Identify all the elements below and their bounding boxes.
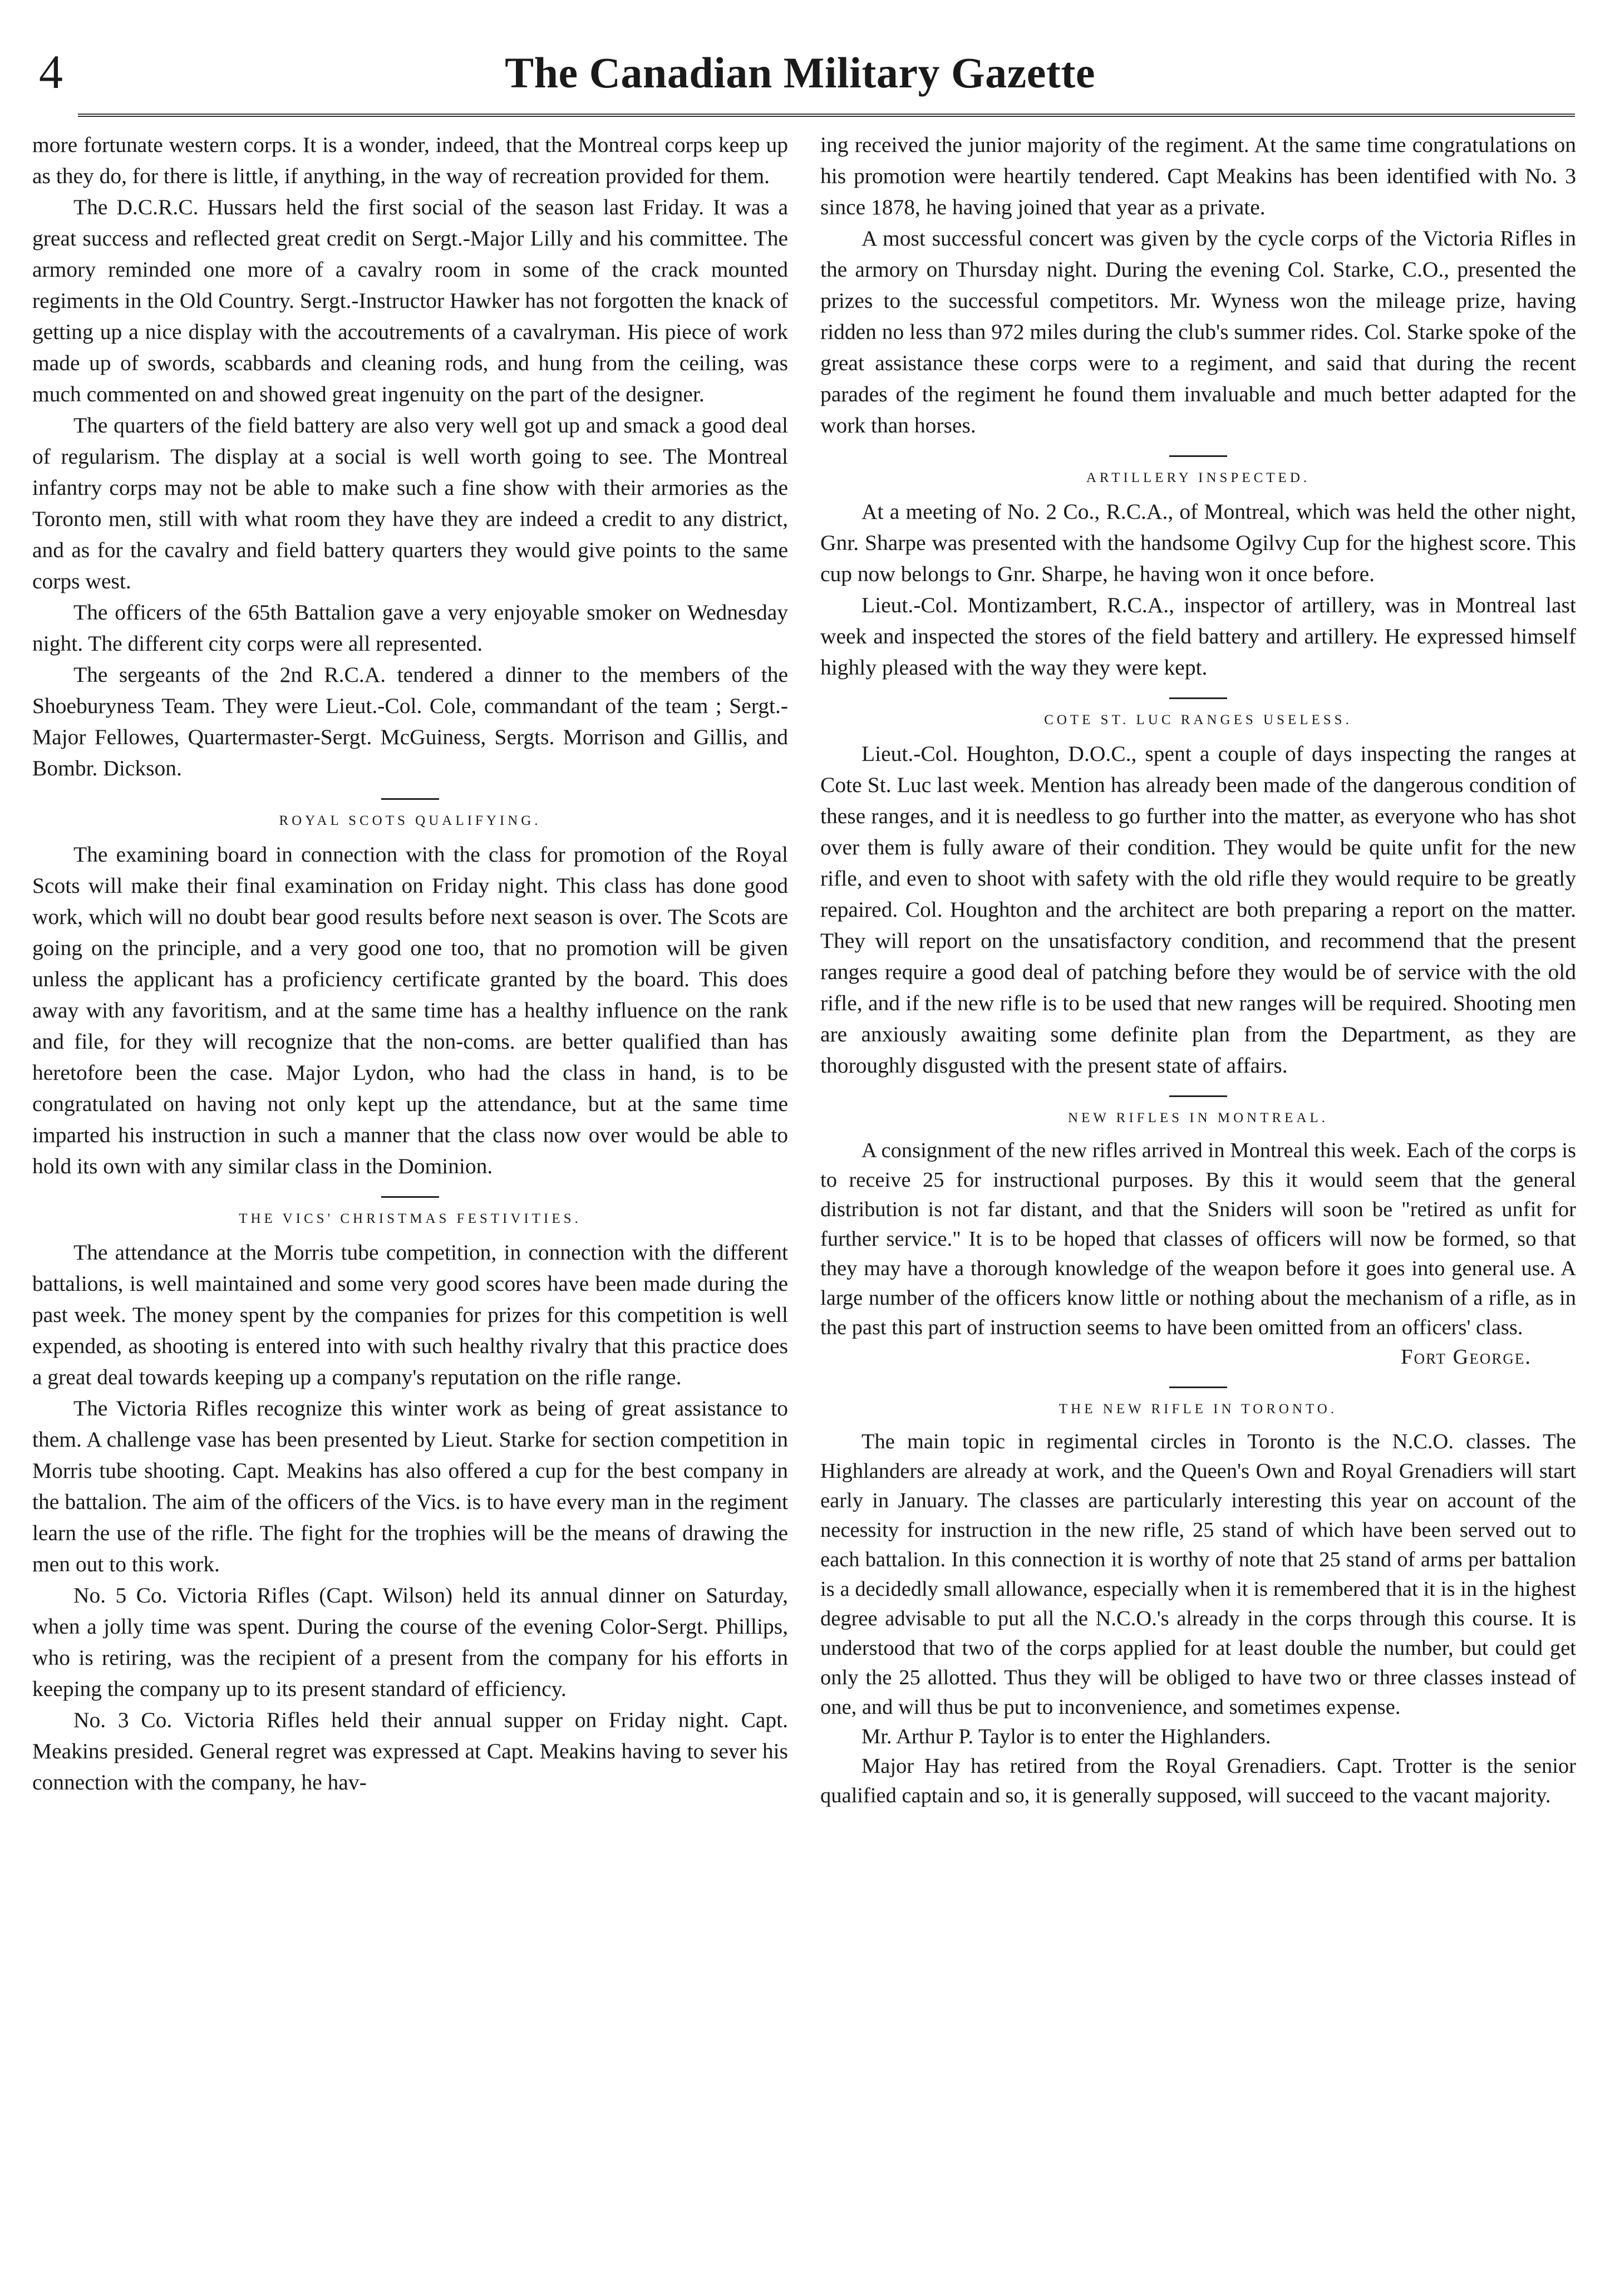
article-paragraph: No. 3 Co. Victoria Rifles held their annual supper on Friday night. Capt. Meakins presided. General regret was expressed at Capt. Meakins having to sever his connection with the company, he hav- bbox=[32, 1708, 788, 1794]
section-divider bbox=[1169, 1387, 1227, 1388]
byline: Fort George. bbox=[1401, 1345, 1532, 1369]
section-divider bbox=[381, 798, 439, 800]
article-paragraph: The attendance at the Morris tube competition, in connection with the different battalions, is well maintained and some very good scores have been made during the past week. The money spent by the companies for prizes for this competition is well expended, as shooting is entered into with such healthy rivalry that this practice does a great deal towards keeping up a company's reputation on the rifle range. bbox=[32, 1240, 788, 1389]
article-paragraph: Lieut.-Col. Montizambert, R.C.A., inspector of artillery, was in Montreal last week and inspected the stores of the field battery and artillery. He expressed himself highly pleased with the way they were kept. bbox=[820, 593, 1576, 680]
section-heading: ROYAL SCOTS QUALIFYING. bbox=[279, 813, 541, 828]
article-paragraph: The quarters of the field battery are also very well got up and smack a good deal of regularism. The display at a social is well worth going to see. The Montreal infantry corps may not be able to make such a fine show with their armories as the Toronto men, still with what room they have they are indeed a credit to any district, and as for the cavalry and field battery quarters they would give points to the same corps west. bbox=[32, 413, 788, 593]
article-paragraph: more fortunate western corps. It is a wonder, indeed, that the Montreal corps keep up as they do, for there is little, if anything, in the way of recreation provided for them. bbox=[32, 132, 788, 188]
section-heading: THE VICS' CHRISTMAS FESTIVITIES. bbox=[239, 1211, 582, 1226]
article-paragraph: The main topic in regimental circles in Toronto is the N.C.O. classes. The Highlanders are already at work, and the Queen's Own and Royal Grenadiers will start early in January. The classes are particularly interesting this year on account of the necessity for instruction in the new rifle, 25 stand of which have been served out to each battalion. In this connection it is worthy of note that 25 stand of arms per battalion is a decidedly small allowance, especially when it is remembered that it is in the highest degree advisable to put all the N.C.O.'s already in the corps through this course. It is understood that two of the corps applied for at least double the number, but could get only the 25 allotted. Thus they will be obliged to have two or three classes instead of one, and will thus be put to inconvenience, and sometimes expense. bbox=[820, 1430, 1576, 1719]
right-column bbox=[820, 129, 1576, 1811]
article-paragraph: The Victoria Rifles recognize this winter work as being of great assistance to them. A challenge vase has been presented by Lieut. Starke for section competition in Morris tube shooting. Capt. Meakins has also offered a cup for the best company in the battalion. The aim of the officers of the Vics. is to have every man in the regiment learn the use of the rifle. The fight for the trophies will be the means of drawing the men out to this work. bbox=[32, 1396, 788, 1576]
section-divider bbox=[381, 1196, 439, 1198]
section-heading: THE NEW RIFLE IN TORONTO. bbox=[1059, 1402, 1338, 1417]
article-paragraph: No. 5 Co. Victoria Rifles (Capt. Wilson) held its annual dinner on Saturday, when a jolly time was spent. During the course of the evening Color-Sergt. Phillips, who is retiring, was the recipient of a present from the company for his efforts in keeping the company up to its present standard of efficiency. bbox=[32, 1583, 788, 1701]
article-paragraph: The examining board in connection with the class for promotion of the Royal Scots will make their final examination on Friday night. This class has done good work, which will no doubt bear good results before next season is over. The Scots are going on the principle, and a very good one too, that no promotion will be given unless the applicant has a proficiency certificate granted by the board. This does away with any favoritism, and at the same time has a healthy influence on the rank and file, for they will recognize that the non-coms. are better qualified than has heretofore been the case. Major Lydon, who had the class in hand, is to be congratulated on having not only kept up the attendance, but at the same time imparted his instruction in such a manner that the class now over would be able to hold its own with any similar class in the Dominion. bbox=[32, 842, 788, 1178]
article-paragraph: The D.C.R.C. Hussars held the first social of the season last Friday. It was a great success and reflected great credit on Sergt.-Major Lilly and his committee. The armory reminded one more of a cavalry room in some of the crack mounted regiments in the Old Country. Sergt.-Instructor Hawker has not forgotten the knack of getting up a nice display with the accoutrements of a cavalryman. His piece of work made up of swords, scabbards and cleaning rods, and hung from the ceiling, was much commented on and showed great ingenuity on the part of the designer. bbox=[32, 195, 788, 406]
article-paragraph: ing received the junior majority of the regiment. At the same time congratulations on his promotion were heartily tendered. Capt Meakins has been identified with No. 3 since 1878, he having joined that year as a private. bbox=[820, 132, 1576, 219]
section-divider bbox=[1169, 1095, 1227, 1097]
section-divider bbox=[1169, 455, 1227, 457]
header-rule bbox=[78, 114, 1575, 117]
article-paragraph: The officers of the 65th Battalion gave a very enjoyable smoker on Wednesday night. The different city corps were all represented. bbox=[32, 600, 788, 656]
section-divider bbox=[1169, 697, 1227, 699]
article-paragraph: The sergeants of the 2nd R.C.A. tendered a dinner to the members of the Shoeburyness Team. They were Lieut.-Col. Cole, commandant of the team ; Sergt.-Major Fellowes, Quartermaster-Sergt. McGuiness, Sergts. Morrison and Gillis, and Bombr. Dickson. bbox=[32, 662, 788, 780]
article-paragraph: A consignment of the new rifles arrived in Montreal this week. Each of the corps is to receive 25 for instructional purposes. By this it would seem that the general distribution is not far distant, and that the Sniders will soon be "retired as unfit for further service." It is to be hoped that classes of officers will now be formed, so that they may have a thorough knowledge of the weapon before it goes into general use. A large number of the officers know little or nothing about the mechanism of a rifle, as in the past this part of instruction seems to have been omitted from an officers' class. bbox=[820, 1139, 1576, 1339]
page-number: 4 bbox=[39, 45, 63, 99]
section-heading: NEW RIFLES IN MONTREAL. bbox=[1067, 1110, 1329, 1125]
left-column bbox=[32, 129, 788, 1798]
article-paragraph: Major Hay has retired from the Royal Grenadiers. Capt. Trotter is the senior qualified captain and so, it is generally supposed, will succeed to the vacant majority. bbox=[820, 1754, 1576, 1807]
article-paragraph: Mr. Arthur P. Taylor is to enter the Highlanders. bbox=[861, 1725, 1271, 1748]
section-heading: COTE ST. LUC RANGES USELESS. bbox=[1044, 712, 1352, 727]
masthead-title: The Canadian Military Gazette bbox=[505, 48, 1095, 97]
section-heading: ARTILLERY INSPECTED. bbox=[1086, 470, 1311, 485]
article-paragraph: A most successful concert was given by the cycle corps of the Victoria Rifles in the armory on Thursday night. During the evening Col. Starke, C.O., presented the prizes to the successful competitors. Mr. Wyness won the mileage prize, having ridden no less than 972 miles during the club's summer rides. Col. Starke spoke of the great assistance these corps were to a regiment, and said that during the recent parades of the regiment he found them invaluable and much better adapted for the work than horses. bbox=[820, 226, 1576, 437]
article-paragraph: At a meeting of No. 2 Co., R.C.A., of Montreal, which was held the other night, Gnr. Sharpe was presented with the handsome Ogilvy Cup for the highest score. This cup now belongs to Gnr. Sharpe, he having won it once before. bbox=[820, 499, 1576, 586]
article-paragraph: Lieut.-Col. Houghton, D.O.C., spent a couple of days inspecting the ranges at Cote St. Luc last week. Mention has already been made of the dangerous condition of these ranges, and it is needless to go further into the matter, as everyone who has shot over them is fully aware of their condition. They would be quite unfit for the new rifle, and even to shoot with safety with the old rifle they would require to be greatly repaired. Col. Houghton and the architect are both preparing a report on the matter. They will report on the unsatisfactory condition, and recommend that the present ranges require a good deal of patching before they would be of service with the old rifle, and if the new rifle is to be used that new ranges will be required. Shooting men are anxiously awaiting some definite plan from the Department, as they are thoroughly disgusted with the present state of affairs. bbox=[820, 741, 1576, 1078]
